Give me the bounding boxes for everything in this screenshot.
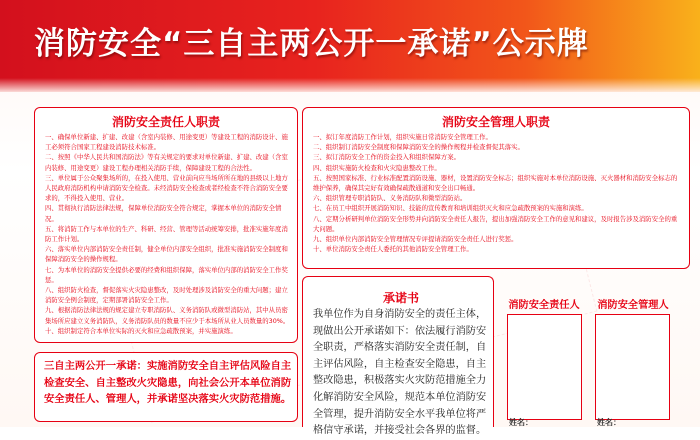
- list-item: 十、单位消防安全责任人委托的其他消防安全管理工作。: [313, 245, 473, 254]
- list-item: 一、拟订年度消防工作计划，组织实施日常消防安全管理工作。: [313, 133, 492, 141]
- list-item: 五、将消防工作与本单位的生产、科研、经营、管理等活动统筹安排，批准实施年度消防工作计划。: [45, 224, 288, 244]
- list-item: 八、定期分析研判单位消防安全形势并向消防安全责任人报告，提出加强消防安全工作的意见和建议，及时报告涉及消防安全的重大问题。: [313, 214, 678, 233]
- commitment-summary-label: 三自主两公开一承诺：: [44, 360, 147, 372]
- promise-body: 我单位作为自身消防安全的责任主体，现做出公开承诺如下：依法履行消防安全职责，严格落实消防安全责任制，自主评估风险，自主检查安全隐患，自主整改隐患，积极落实火灾防范措施全力化解消防安全风险，规范本单位消防安全管理，提升消防安全水平我单位将严格信守承诺，并接受社会各界的监督。: [313, 309, 487, 437]
- list-item: 五、按照国家标准、行业标准配置消防设施、器材，设置消防安全标志；组织实施对本单位消防设施、灭火器材和消防安全标志的维护保养，确保其完好有效确保疏散通道和安全出口畅通。: [313, 173, 678, 193]
- responsible-person-name-label: 姓名：: [509, 418, 533, 427]
- list-item: 七、在员工中组织开展消防知识、技能的宣传教育和培训组织灭火和应急疏散预案的实施和演练。: [313, 204, 588, 213]
- photo-label-safety-manager: 消防安全管理人: [597, 300, 669, 311]
- safety-manager-photo: [595, 314, 670, 420]
- duties-list: [313, 132, 681, 254]
- list-item: 四、组织实施防火检查和火灾隐患整改工作。: [313, 163, 441, 172]
- list-item: 二、按照《中华人民共和国消防法》等有关规定的要求对单位新建、扩建、改建（含室内装修、用途变更）建设工程办理相关消防手续，保障建设工程的合法性。: [45, 153, 288, 172]
- list-item: 九、组织单位内部消防安全管理情况专评提请消防安全责任人进行奖惩。: [313, 235, 518, 244]
- list-item: 七、为本单位的消防安全提供必要的经费和组织保障，落实单位内部的消防安全工作奖惩。: [45, 265, 288, 284]
- commitment-summary-text: 实施消防安全自主评估风险自主检查安全、自主整改火灾隐患，向社会公开本单位消防安全责任人、管理人，并承诺坚决落实火灾防范措施。: [44, 360, 292, 406]
- list-item: 四、贯彻执行消防法律法规，保障单位消防安全符合规定，掌握本单位的消防安全情况。: [45, 204, 282, 223]
- list-item: 六、组织管理专职消防队、义务消防队和微型消防站。: [313, 194, 467, 203]
- promise-panel: [302, 276, 494, 437]
- panel-heading: 消防安全管理人职责: [441, 115, 550, 129]
- list-item: 八、组织防火检查，督促落实火灾隐患整改，及时处理涉及消防安全的重大问题；建立消防安全例会制度，定期部署消防安全工作。: [45, 286, 288, 305]
- list-item: 六、落实单位内部消防安全责任制，健全单位内部安全组织，批准实施消防安全制度和保障消防安全的操作规程。: [45, 245, 288, 264]
- list-item: 二、组织制订消防安全制度和保障消防安全的操作规程并检查督促其落实。: [313, 143, 524, 152]
- safety-manager-duties-panel: [302, 107, 690, 269]
- list-item: 一、确保单位新建、扩建、改建（含室内装修、用途变更）等建设工程的消防设计、施工必须符合国家工程建设消防技术标准。: [45, 133, 288, 152]
- promise-heading: 承诺书: [383, 291, 420, 305]
- header-banner: [0, 0, 700, 92]
- safety-manager-name-label: 姓名：: [597, 418, 621, 427]
- responsible-person-photo: [507, 314, 582, 420]
- list-item: 三、拟订消防安全工作的资金投入和组织保障方案。: [313, 153, 460, 162]
- duties-list: [45, 132, 290, 336]
- photo-label-responsible-person: 消防安全责任人: [508, 300, 580, 311]
- panel-heading: 消防安全责任人职责: [111, 115, 220, 129]
- board-title: 消防安全“三自主两公开一承诺”公示牌: [34, 26, 589, 62]
- list-item: 三、单位属于公众聚集场所的，在投入使用、营业前向应当场所所在地的县级以上地方人民政府消防机构申请消防安全检查。未经消防安全检查或者经检查不符合消防安全要求的，不得投入使用、营业。: [45, 173, 288, 203]
- commitment-summary-panel: [34, 352, 298, 422]
- responsible-person-duties-panel: [34, 107, 298, 343]
- list-item: 九、根据消防法律法规的规定建立专职消防队、义务消防队或微型消防站，其中从员密集场所应建立义务消防队，义务消防队员的数量不应少于本场所从业人员数量的30%。: [45, 306, 290, 325]
- commitment-summary: [44, 358, 292, 408]
- list-item: 十、组织制定符合本单位实际的灭火和应急疏散预案，并实施演练。: [45, 326, 237, 335]
